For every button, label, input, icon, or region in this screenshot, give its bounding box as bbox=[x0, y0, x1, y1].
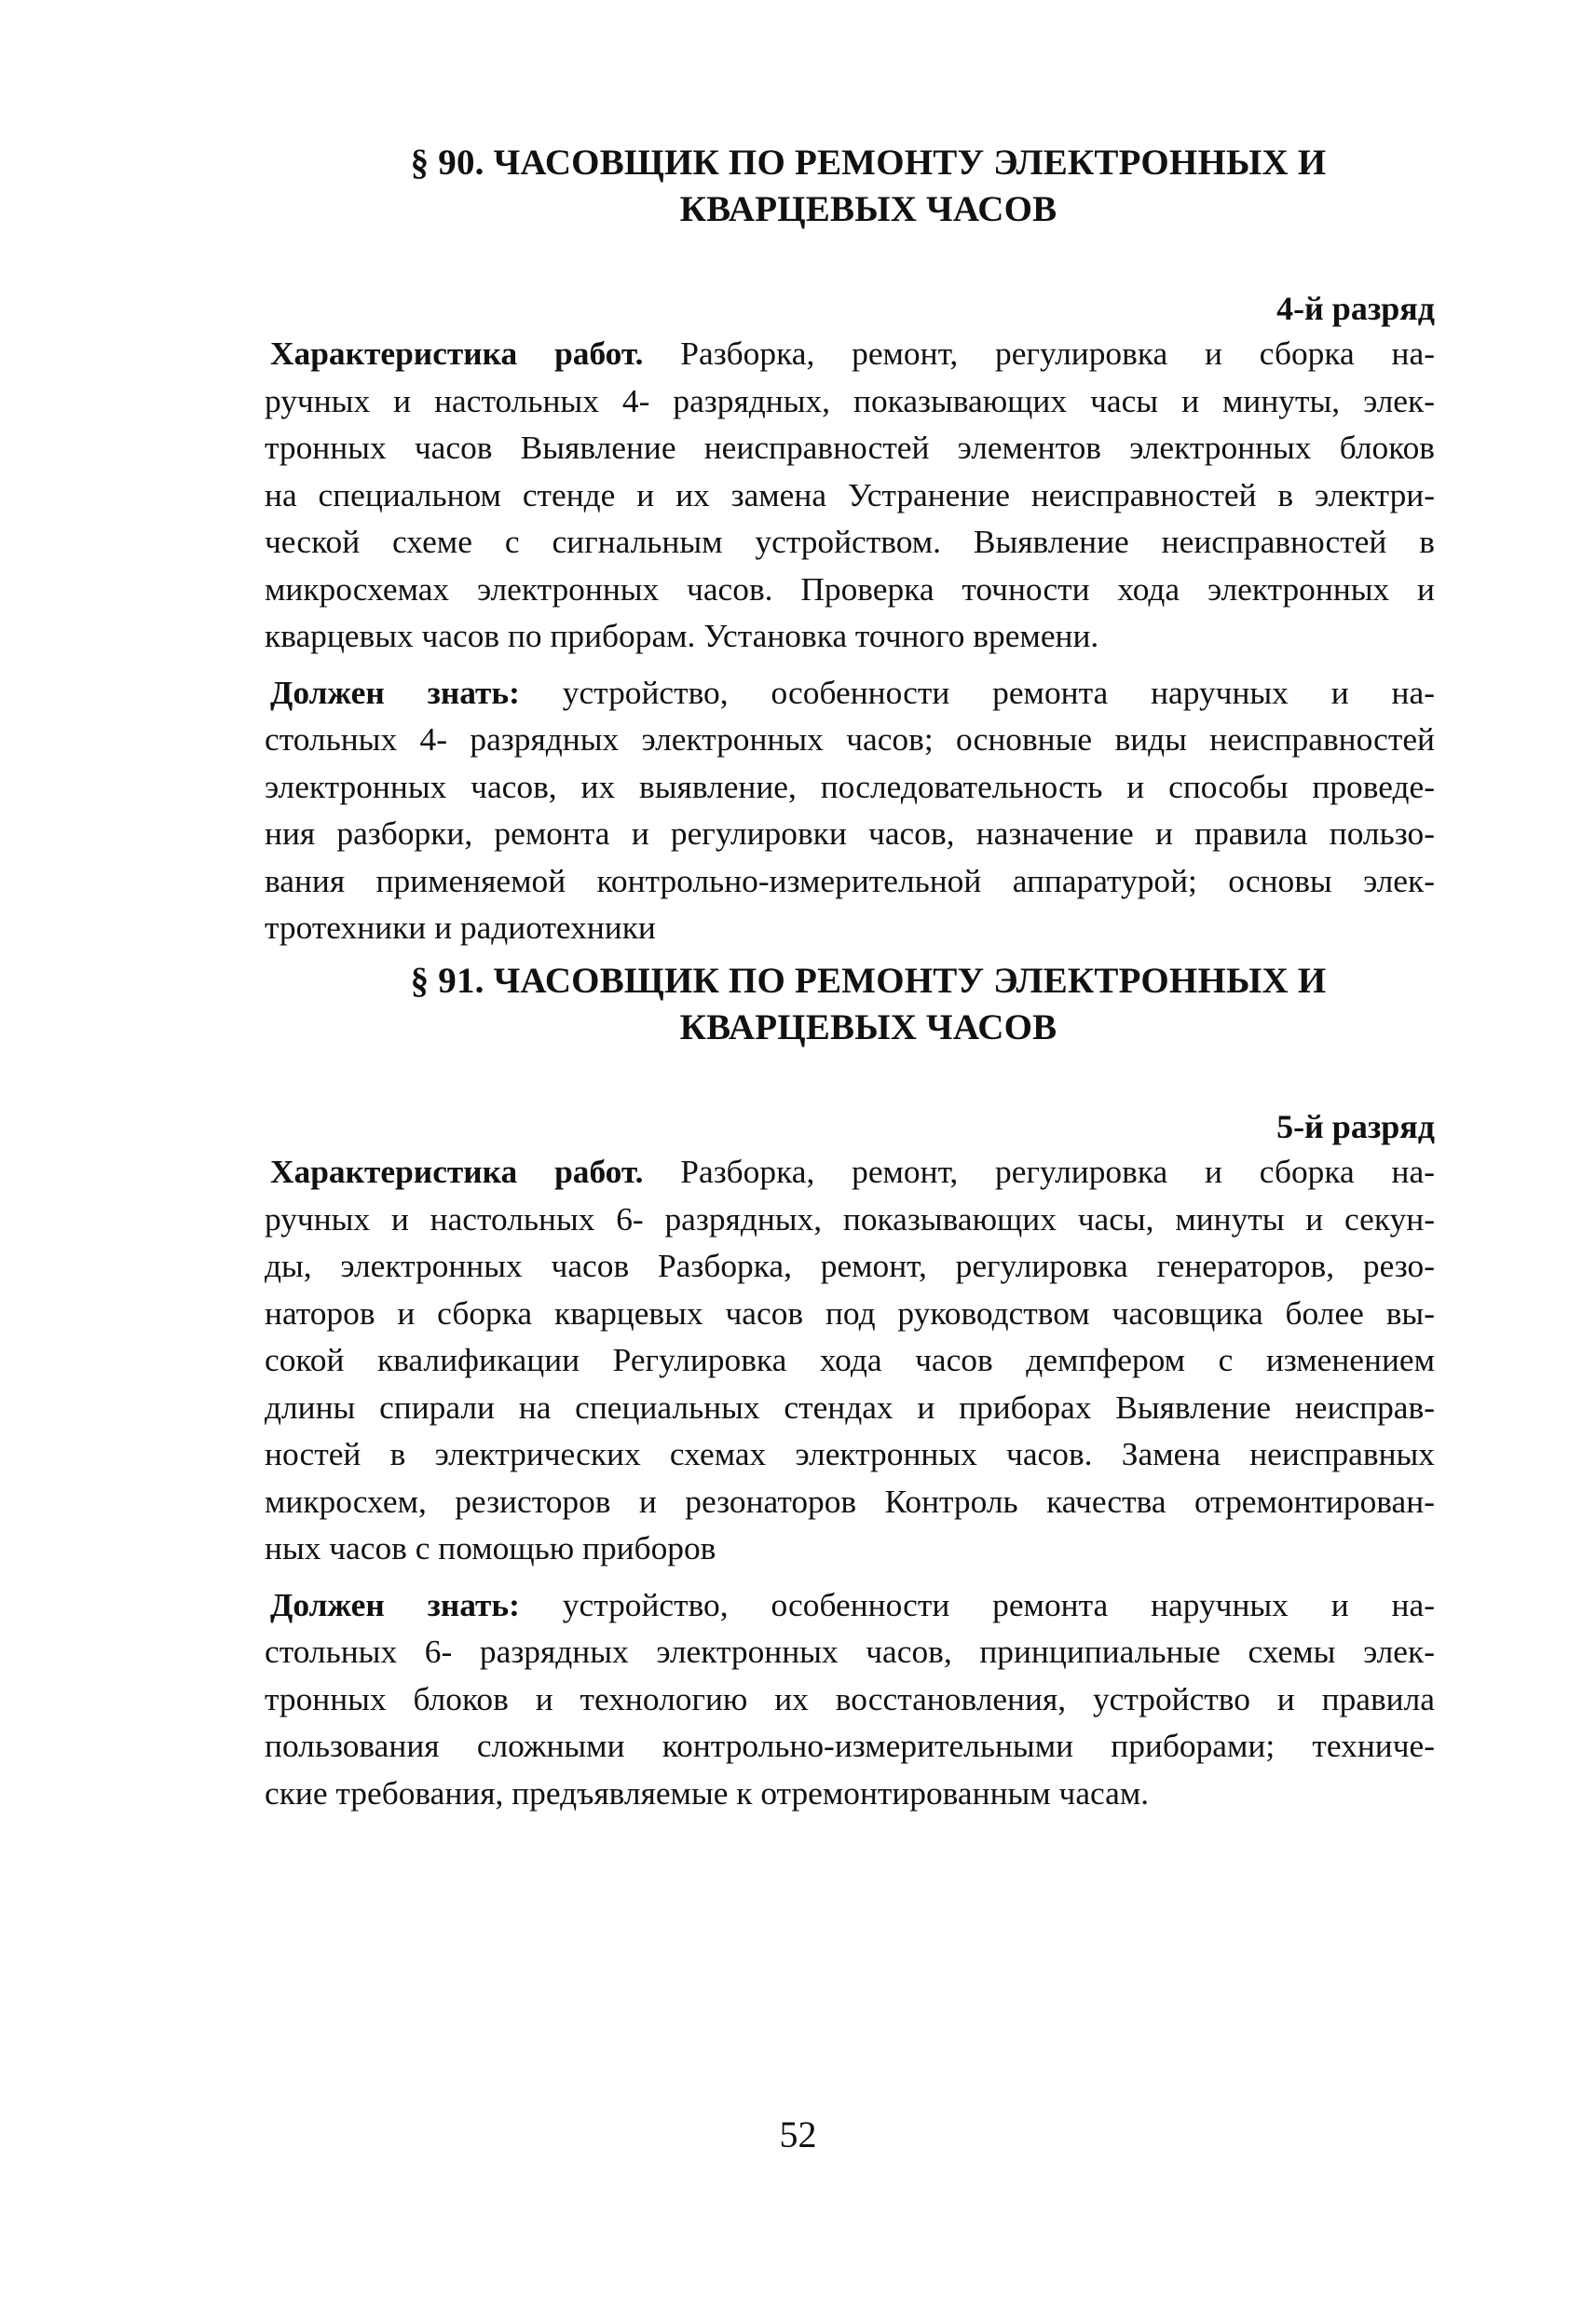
section-91-knowledge-text-1: устройство, особенности ремонта наручных и на- bbox=[519, 1585, 1435, 1623]
section-91-characteristic-line-5: сокой квалификации Регулировка хода часов демпфером с изменением bbox=[265, 1341, 1435, 1378]
section-90-heading-line2: КВАРЦЕВЫХ ЧАСОВ bbox=[679, 189, 1057, 229]
section-91-characteristic-lead: Характеристика работ. bbox=[270, 1153, 644, 1190]
page-number: 52 bbox=[779, 2114, 817, 2155]
section-90-knowledge-line-5: вания применяемой контрольно-измерительной аппаратурой; основы элек- bbox=[265, 861, 1435, 899]
section-90-characteristic bbox=[265, 330, 1435, 660]
section-90-heading-line1: § 90. ЧАСОВЩИК ПО РЕМОНТУ ЭЛЕКТРОННЫХ И bbox=[410, 143, 1327, 183]
section-90-knowledge-line-3: электронных часов, их выявление, последовательность и способы проведе- bbox=[265, 767, 1435, 805]
section-91-characteristic-line-8: микросхем, резисторов и резонаторов Контроль качества отремонтирован- bbox=[265, 1482, 1435, 1520]
section-91-characteristic-text-1: Разборка, ремонт, регулировка и сборка на- bbox=[643, 1153, 1435, 1190]
section-91-characteristic-line-6: длины спирали на специальных стендах и приборах Выявление неисправ- bbox=[265, 1388, 1435, 1426]
section-90 bbox=[265, 140, 1435, 951]
section-90-characteristic-line-6: микросхемах электронных часов. Проверка точности хода электронных и bbox=[265, 569, 1435, 608]
section-90-knowledge-line-1 bbox=[265, 669, 1435, 717]
section-90-characteristic-line-7: кварцевых часов по приборам. Установка точного времени. bbox=[265, 617, 1099, 654]
section-91-grade: 5-й разряд bbox=[1276, 1108, 1435, 1145]
section-91-characteristic-line-3: ды, электронных часов Разборка, ремонт, регулировка генераторов, резо- bbox=[265, 1247, 1435, 1284]
section-90-heading bbox=[265, 140, 1435, 233]
section-91-characteristic-line-7: ностей в электрических схемах электронных часов. Замена неисправных bbox=[265, 1435, 1435, 1472]
section-90-characteristic-text-1: Разборка, ремонт, регулировка и сборка на- bbox=[643, 335, 1435, 372]
section-90-characteristic-lead: Характеристика работ. bbox=[270, 335, 644, 372]
section-90-knowledge bbox=[265, 669, 1435, 951]
section-90-knowledge-line-4: ния разборки, ремонта и регулировки часов, назначение и правила пользо- bbox=[265, 814, 1435, 852]
section-90-characteristic-line-5: ческой схеме с сигнальным устройством. Выявление неисправностей в bbox=[265, 523, 1435, 560]
section-91-knowledge-line-4: пользования сложными контрольно-измерительными приборами; техниче- bbox=[265, 1727, 1435, 1764]
section-91-knowledge-lead: Должен знать: bbox=[270, 1585, 520, 1623]
section-90-knowledge-lead: Должен знать: bbox=[270, 673, 520, 711]
section-90-characteristic-line-3: тронных часов Выявление неисправностей элементов электронных блоков bbox=[265, 429, 1435, 466]
section-91-knowledge-line-2: стольных 6- разрядных электронных часов, принципиальные схемы элек- bbox=[265, 1633, 1435, 1670]
section-91-characteristic-line-1 bbox=[265, 1148, 1435, 1196]
section-90-characteristic-line-2: ручных и настольных 4- разрядных, показывающих часы и минуты, элек- bbox=[265, 381, 1435, 419]
section-90-knowledge-line-2: стольных 4- разрядных электронных часов; основные виды неисправностей bbox=[265, 720, 1435, 758]
section-90-grade: 4-й разряд bbox=[1276, 290, 1435, 327]
section-90-knowledge-line-6: тротехники и радиотехники bbox=[265, 909, 656, 946]
section-91-characteristic-line-2: ручных и настольных 6- разрядных, показывающих часы, минуты и секун- bbox=[265, 1199, 1435, 1238]
section-90-characteristic-line-1 bbox=[265, 330, 1435, 377]
section-91-knowledge-line-3: тронных блоков и технологию их восстановления, устройство и правила bbox=[265, 1679, 1435, 1717]
section-91-heading-line1: § 91. ЧАСОВЩИК ПО РЕМОНТУ ЭЛЕКТРОННЫХ И bbox=[410, 961, 1327, 1001]
section-91-characteristic-line-4: наторов и сборка кварцевых часов под руководством часовщика более вы- bbox=[265, 1293, 1435, 1332]
section-91-characteristic bbox=[265, 1148, 1435, 1572]
section-90-knowledge-text-1: устройство, особенности ремонта наручных и на- bbox=[519, 673, 1435, 711]
section-91-knowledge-line-5: ские требования, предъявляемые к отремонтированным часам. bbox=[265, 1773, 1150, 1812]
section-91-knowledge-line-1 bbox=[265, 1581, 1435, 1629]
section-90-characteristic-line-4: на специальном стенде и их замена Устранение неисправностей в электри- bbox=[265, 475, 1435, 513]
section-91 bbox=[265, 958, 1435, 1816]
section-91-heading bbox=[265, 958, 1435, 1051]
section-91-knowledge bbox=[265, 1581, 1435, 1817]
section-91-characteristic-line-9: ных часов с помощью приборов bbox=[265, 1529, 716, 1566]
section-91-heading-line2: КВАРЦЕВЫХ ЧАСОВ bbox=[679, 1007, 1057, 1047]
